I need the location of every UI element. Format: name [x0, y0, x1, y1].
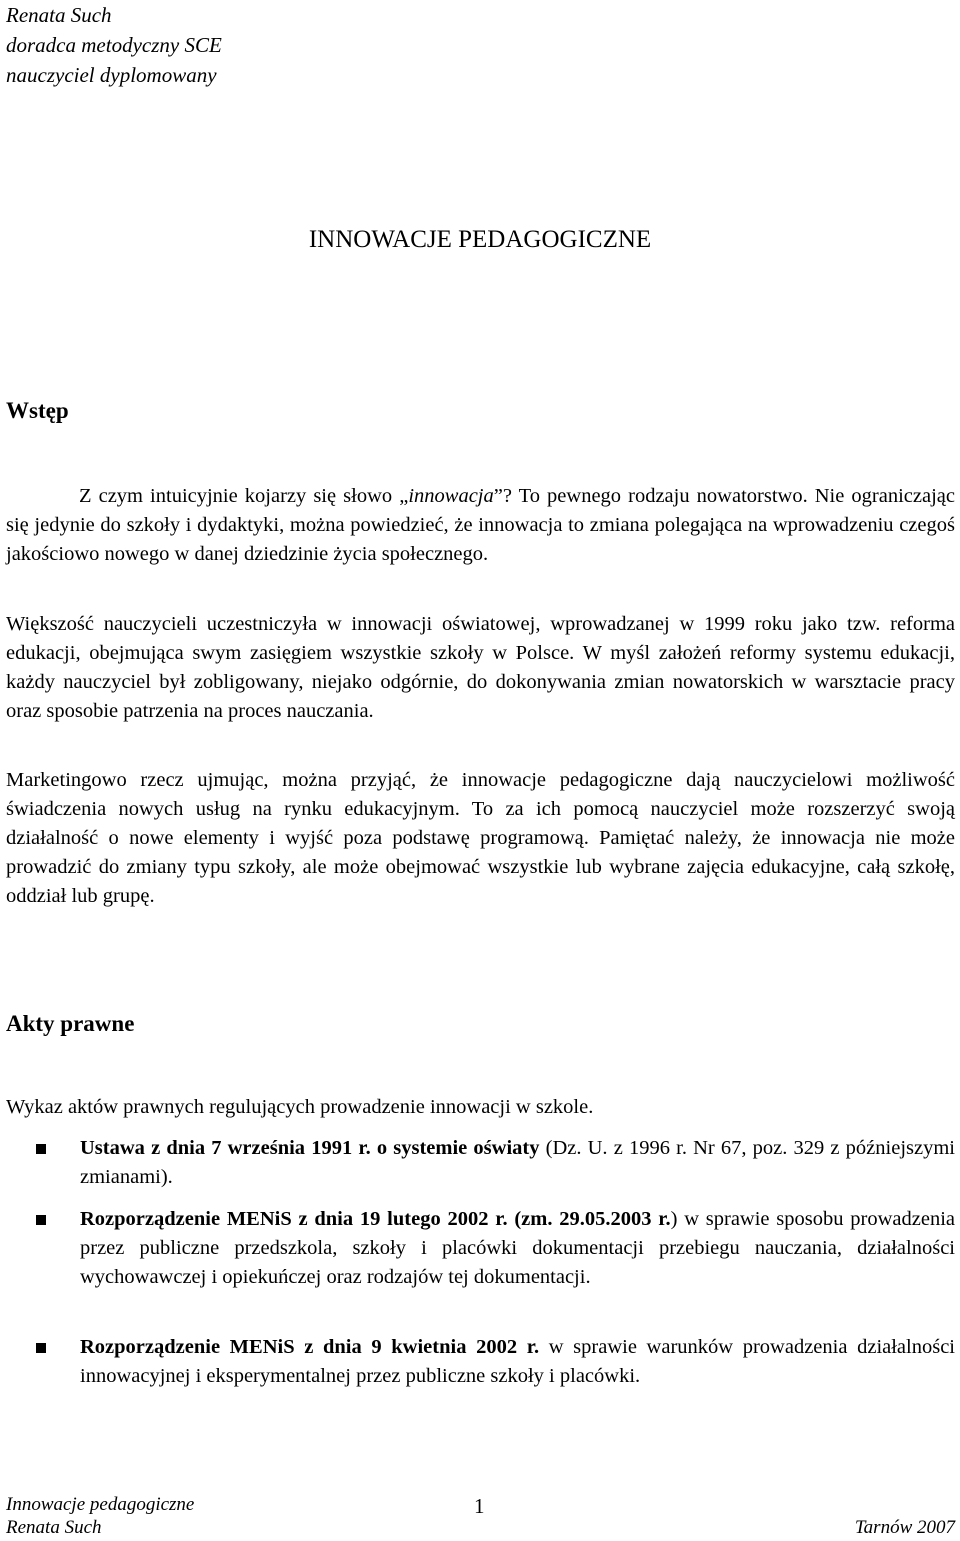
- page-number: 1: [474, 1494, 485, 1518]
- section-heading-akty-prawne: Akty prawne: [6, 1011, 135, 1036]
- document-title: INNOWACJE PEDAGOGICZNE: [308, 226, 652, 253]
- footer-document-title: Innowacje pedagogiczne: [6, 1494, 195, 1515]
- list-item: [6, 1333, 955, 1391]
- legal-act-title: Rozporządzenie MENiS z dnia 19 lutego 2002 r. (zm. 29.05.2003 r.: [80, 1208, 671, 1230]
- author-degree: nauczyciel dyplomowany: [6, 63, 217, 87]
- footer-author: Renata Such: [6, 1517, 102, 1538]
- author-name: Renata Such: [6, 3, 112, 27]
- footer-place-year: Tarnów 2007: [854, 1517, 955, 1538]
- paragraph-legal-intro: Wykaz aktów prawnych regulujących prowadzenie innowacji w szkole.: [6, 1096, 594, 1118]
- page-footer: [6, 1493, 955, 1539]
- paragraph-marketing: Marketingowo rzecz ujmując, można przyjąć, że innowacje pedagogiczne dają nauczycielowi możliwość świadczenia nowych usług na rynku edukacyjnym. To za ich pomocą nauczyciel może rozszerzyć swoją działalność o nowe elementy i wyjść poza podstawę programową. Pamiętać należy, że innowacja nie może prowadzić do zmiany typu szkoły, ale może obejmować wszystkie lub wybrane zajęcia edukacyjne, całą szkołę, oddział lub grupę.: [6, 769, 955, 907]
- legal-act-title: Ustawa z dnia 7 września 1991 r. o systemie oświaty: [80, 1137, 540, 1159]
- square-bullet-icon: [36, 1343, 46, 1353]
- author-block: [6, 0, 222, 90]
- square-bullet-icon: [36, 1144, 46, 1154]
- list-item: [6, 1134, 955, 1192]
- emphasis-innowacja: innowacja: [408, 485, 494, 507]
- legal-act-detail: ) w sprawie sposobu prowadzenia przez publiczne przedszkola, szkoły i placówki dokumentacji przebiegu nauczania, działalności wychowawczej i opiekuńczej oraz rodzajów tej dokumentacji.: [80, 1208, 956, 1288]
- square-bullet-icon: [36, 1215, 46, 1225]
- paragraph-intro: [6, 482, 955, 569]
- paragraph-intro-start: Z czym intuicyjnie kojarzy się słowo „: [79, 485, 409, 507]
- list-item: [6, 1205, 955, 1292]
- section-heading-wstep: Wstęp: [6, 398, 69, 423]
- legal-act-detail: (Dz. U. z 1996 r. Nr 67, poz. 329 z późniejszymi zmianami).: [80, 1137, 955, 1188]
- legal-act-detail: w sprawie warunków prowadzenia działalności innowacyjnej i eksperymentalnej przez publiczne szkoły i placówki.: [80, 1336, 955, 1387]
- legal-act-title: Rozporządzenie MENiS z dnia 9 kwietnia 2002 r.: [80, 1336, 540, 1358]
- author-role: doradca metodyczny SCE: [6, 33, 222, 57]
- footer-left: [6, 1493, 194, 1539]
- paragraph-intro-end: ”? To pewnego rodzaju nowatorstwo. Nie ograniczając się jedynie do szkoły i dydaktyki, można powiedzieć, że innowacja to zmiana polegająca na wprowadzeniu czegoś jakościowo nowego w danej dziedzinie życia społecznego.: [6, 485, 955, 565]
- paragraph-reform: Większość nauczycieli uczestniczyła w innowacji oświatowej, wprowadzanej w 1999 roku jako tzw. reforma edukacji, obejmująca swym zasięgiem wszystkie szkoły w Polsce. W myśl założeń reformy systemu edukacji, każdy nauczyciel był zobligowany, niejako odgórnie, do dokonywania zmian nowatorskich w warsztacie pracy oraz sposobie patrzenia na proces nauczania.: [6, 613, 955, 722]
